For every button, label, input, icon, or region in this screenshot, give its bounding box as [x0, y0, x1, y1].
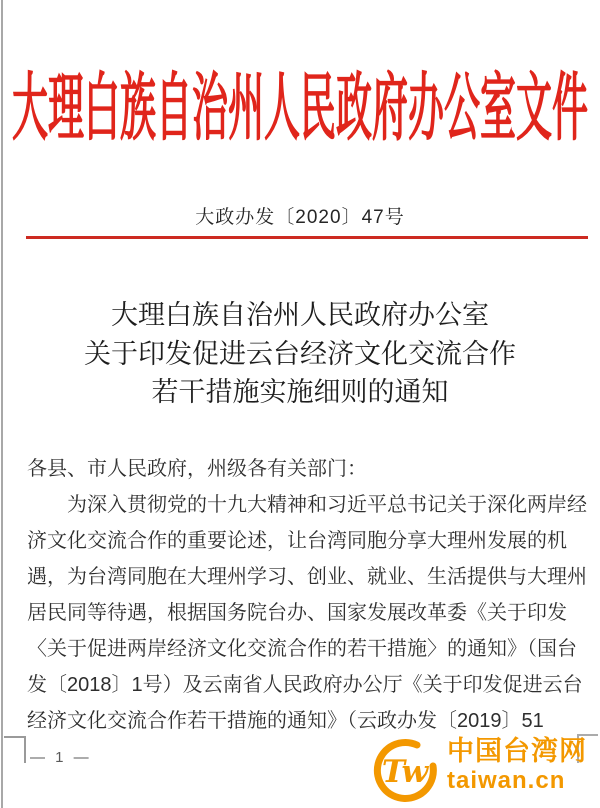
taiwan-web-logo-icon [371, 736, 439, 804]
crop-mark-bottom-left [4, 736, 26, 763]
document-body [27, 451, 587, 739]
site-name: 中国台湾网 [447, 736, 587, 766]
salutation: 各县、市人民政府，州级各有关部门： [27, 458, 367, 480]
document-title [0, 296, 600, 412]
body-line: 〈关于促进两岸经济文化交流合作的若干措施〉的通知》（国台 [27, 638, 577, 660]
site-domain: taiwan.cn [447, 767, 566, 794]
body-line: 遇，为台湾同胞在大理州学习、创业、就业、生活提供与大理州 [27, 566, 587, 588]
document-title-line: 若干措施实施细则的通知 [151, 377, 449, 407]
body-line: 为深入贯彻党的十九大精神和习近平总书记关于深化两岸经 [67, 494, 587, 516]
document-title-line: 大理白族自治州人民政府办公室 [111, 300, 489, 330]
watermark-text [447, 736, 587, 794]
document-title-line: 关于印发促进云台经济文化交流合作 [84, 338, 516, 369]
body-line: 济文化交流合作的重要论述，让台湾同胞分享大理州发展的机 [27, 530, 567, 552]
letterhead-title [0, 57, 600, 149]
agency-title-text: 大理白族自治州人民政府办公室文件 [11, 67, 588, 150]
body-line: 经济文化交流合作若干措施的通知》（云政办发〔2019〕51 [27, 710, 544, 732]
doc-number: 大政办发〔2020〕47号 [195, 207, 405, 228]
body-paragraph [27, 487, 587, 739]
logo-monogram: Tw [381, 754, 429, 790]
body-line: 居民同等待遇，根据国务院台办、国家发展改革委《关于印发 [27, 602, 567, 624]
page-number: — 1 — [30, 749, 92, 766]
taiwan-web-watermark [371, 736, 587, 804]
body-line: 发〔2018〕1号）及云南省人民政府办公厅《关于印发促进云台 [27, 674, 583, 696]
red-separator-rule [26, 236, 588, 239]
